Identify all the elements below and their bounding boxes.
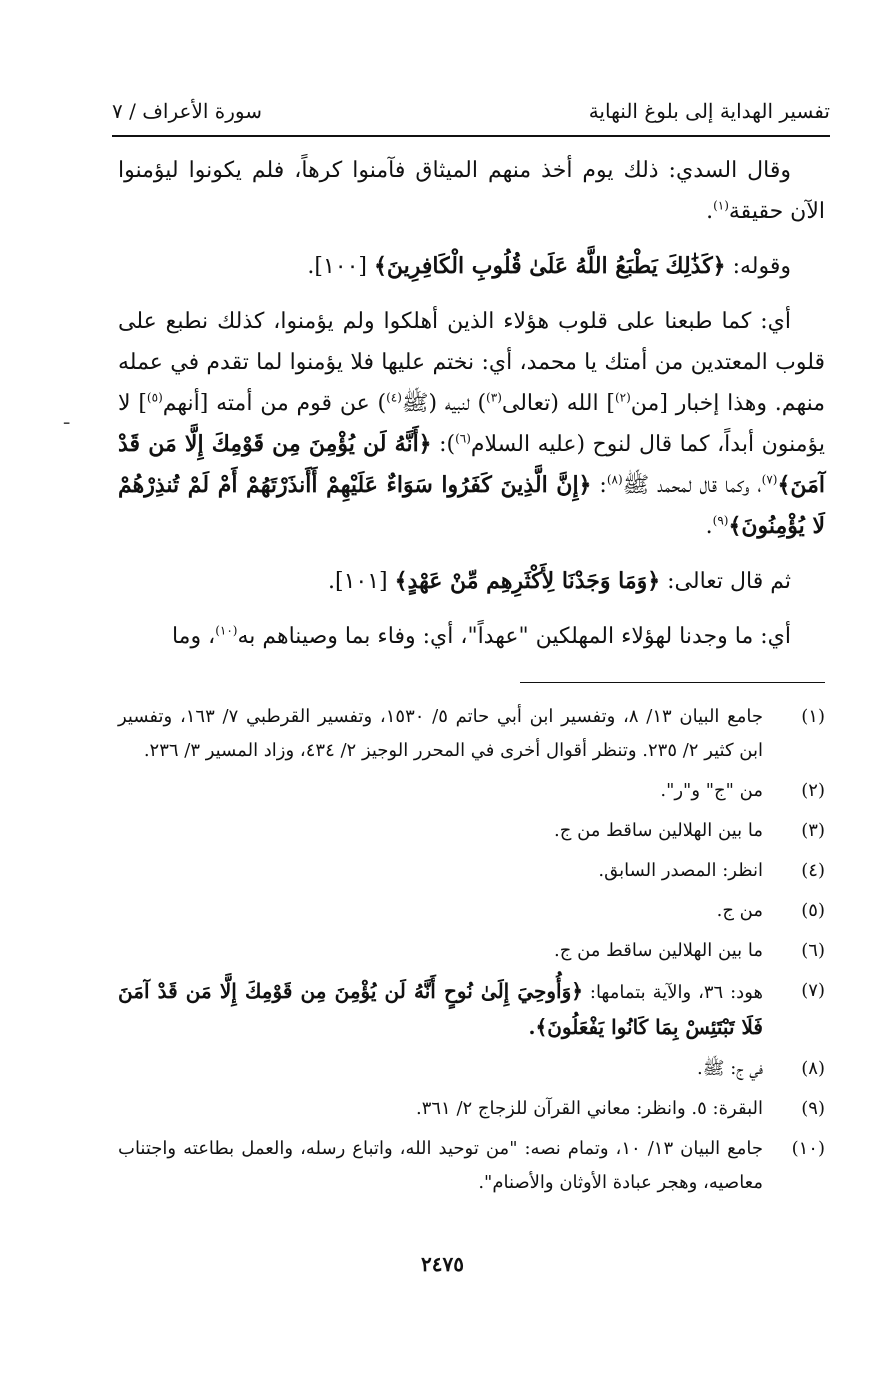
footnote <box>118 814 825 848</box>
quran-verse: ﴿وَمَا وَجَدْنَا لِأَكْثَرِهِم مِّنْ عَهْدٍ﴾ <box>394 568 661 594</box>
footnote-text: ما بين الهلالين ساقط من ج. <box>554 940 763 961</box>
quran-verse: ﴿كَذَٰلِكَ يَطْبَعُ اللَّهُ عَلَىٰ قُلُوبِ الْكَافِرِينَ﴾ <box>374 253 726 279</box>
footnote-number: (١٠) <box>791 1138 825 1159</box>
paragraph-1: وقال السدي: ذلك يوم أخذ منهم الميثاق فآمنوا كرهاً، فلم يكونوا ليؤمنوا الآن حقيقة$^{(١)}$. <box>118 158 825 224</box>
footnote <box>118 1132 825 1200</box>
footnote-ref-5: (٥) <box>146 390 163 405</box>
paragraph-4: ثم قال تعالى: ﴿وَمَا وَجَدْنَا لِأَكْثَرِهِم مِّنْ عَهْدٍ﴾ [١٠١]. <box>328 568 791 594</box>
footnote-number: (٤) <box>801 860 825 881</box>
footnote-text: في ج: ﷺ. <box>697 1058 763 1079</box>
footnote-ref-3: (٣) <box>486 390 502 405</box>
footnote-text: ما بين الهلالين ساقط من ج. <box>554 820 763 841</box>
footnote-text: هود: ٣٦، والآية بتمامها: <box>589 982 763 1003</box>
page-number: ٢٤٧٥ <box>421 1252 464 1276</box>
header-rule <box>112 135 830 137</box>
quran-verse: ﴿وَأُوحِيَ إِلَىٰ نُوحٍ أَنَّهُ لَن يُؤْمِنَ مِن قَوْمِكَ إِلَّا مَن قَدْ آمَنَ فَلَا تَبْتَئِسْ بِمَا كَانُوا يَفْعَلُونَ﴾. <box>118 979 763 1039</box>
footnote <box>118 854 825 888</box>
footnote-ref-9: (٩) <box>712 513 729 528</box>
footnote-ref-6: (٦) <box>455 431 471 446</box>
footnote-ref-7: (٧) <box>761 472 778 487</box>
footnote <box>118 894 825 928</box>
footnote-number: (١) <box>801 706 825 727</box>
footnote-text: انظر: المصدر السابق. <box>598 860 763 881</box>
quran-verse: ﴿إِنَّ الَّذِينَ كَفَرُوا سَوَاءٌ عَلَيْهِمْ أَأَنذَرْتَهُمْ أَمْ لَمْ تُنذِرْهُمْ لَا يُؤْمِنُونَ﴾ <box>118 472 825 539</box>
footnote <box>118 974 825 1046</box>
footnote-number: (٨) <box>801 1058 825 1079</box>
margin-mark: ـ <box>64 408 70 429</box>
footnote-number: (٩) <box>801 1098 825 1119</box>
quran-verse: ﴿أَنَّهُ لَن يُؤْمِنَ مِن قَوْمِكَ إِلَّا مَن قَدْ آمَنَ﴾ <box>118 431 825 498</box>
footnotes <box>118 700 825 1206</box>
footnote-ref-8: (٨) <box>606 472 623 487</box>
footnote <box>118 700 825 768</box>
paragraph-3: أي: كما طبعنا على قلوب هؤلاء الذين أهلكوا ولم يؤمنوا، كذلك نطبع على قلوب المعتدين من أمتك يا محمد، أي: نختم عليها فلا يؤمنوا لما تقدم في عمله منهم. وهذا إخبار [من$^{(٢)}$] الله (تعالى$^{(٣)}$) لنبيه (ﷺ$^{(٤)}$) عن قوم من أمته [أنهم$^{(٥)}$] لا يؤمنون أبداً، كما قال لنوح (عليه السلام$^{(٦)}$): ﴿أَنَّهُ لَن يُؤْمِنَ مِن قَوْمِكَ إِلَّا مَن قَدْ آمَنَ﴾$^{(٧)}$، وكما قال لمحمد ﷺ$^{(٨)}$: ﴿إِنَّ الَّذِينَ كَفَرُوا سَوَاءٌ عَلَيْهِمْ أَأَنذَرْتَهُمْ أَمْ لَمْ تُنذِرْهُمْ لَا يُؤْمِنُونَ﴾$^{(٩)}$. <box>118 309 826 539</box>
footnote <box>118 934 825 968</box>
footnote-separator <box>520 682 825 683</box>
footnote-text: البقرة: ٥. وانظر: معاني القرآن للزجاج ٢/ ٣٦١. <box>415 1098 763 1119</box>
footnote <box>118 1052 825 1086</box>
footnote-text: من ج. <box>716 900 763 921</box>
footnote <box>118 774 825 808</box>
footnote-number: (٥) <box>801 900 825 921</box>
paragraph-2: وقوله: ﴿كَذَٰلِكَ يَطْبَعُ اللَّهُ عَلَىٰ قُلُوبِ الْكَافِرِينَ﴾ [١٠٠]. <box>307 253 791 279</box>
footnote-number: (٣) <box>801 820 825 841</box>
surah-reference: سورة الأعراف / ٧ <box>112 99 263 123</box>
footnote <box>118 1092 825 1126</box>
running-header <box>112 92 830 130</box>
footnote-ref-10: (١٠) <box>215 623 238 638</box>
footnote-number: (٢) <box>801 780 825 801</box>
footnote-text: من "ج" و"ر". <box>660 780 763 801</box>
main-text <box>118 150 825 671</box>
paragraph-5: أي: ما وجدنا لهؤلاء المهلكين "عهداً"، أي: وفاء بما وصيناهم به$^{(١٠)}$، وما <box>171 623 791 649</box>
book-title: تفسير الهداية إلى بلوغ النهاية <box>588 99 830 123</box>
footnote-ref-1: (١) <box>713 198 729 213</box>
footnote-ref-4: (٤) <box>386 390 402 405</box>
footnote-number: (٧) <box>801 980 825 1001</box>
footnote-text: جامع البيان ١٣/ ٨، وتفسير ابن أبي حاتم ٥/ ١٥٣٠، وتفسير القرطبي ٧/ ١٦٣، وتفسير ابن كثير ٢/ ٢٣٥. وتنظر أقوال أخرى في المحرر الوجيز ٢/ ٤٣٤، وزاد المسير ٣/ ٢٣٦. <box>118 706 763 761</box>
footnote-text: جامع البيان ١٣/ ١٠، وتمام نصه: "من توحيد الله، واتباع رسله، والعمل بطاعته واجتناب معاصيه، وهجر عبادة الأوثان والأصنام". <box>118 1138 764 1193</box>
footnote-ref-2: (٢) <box>614 390 631 405</box>
footnote-number: (٦) <box>801 940 825 961</box>
